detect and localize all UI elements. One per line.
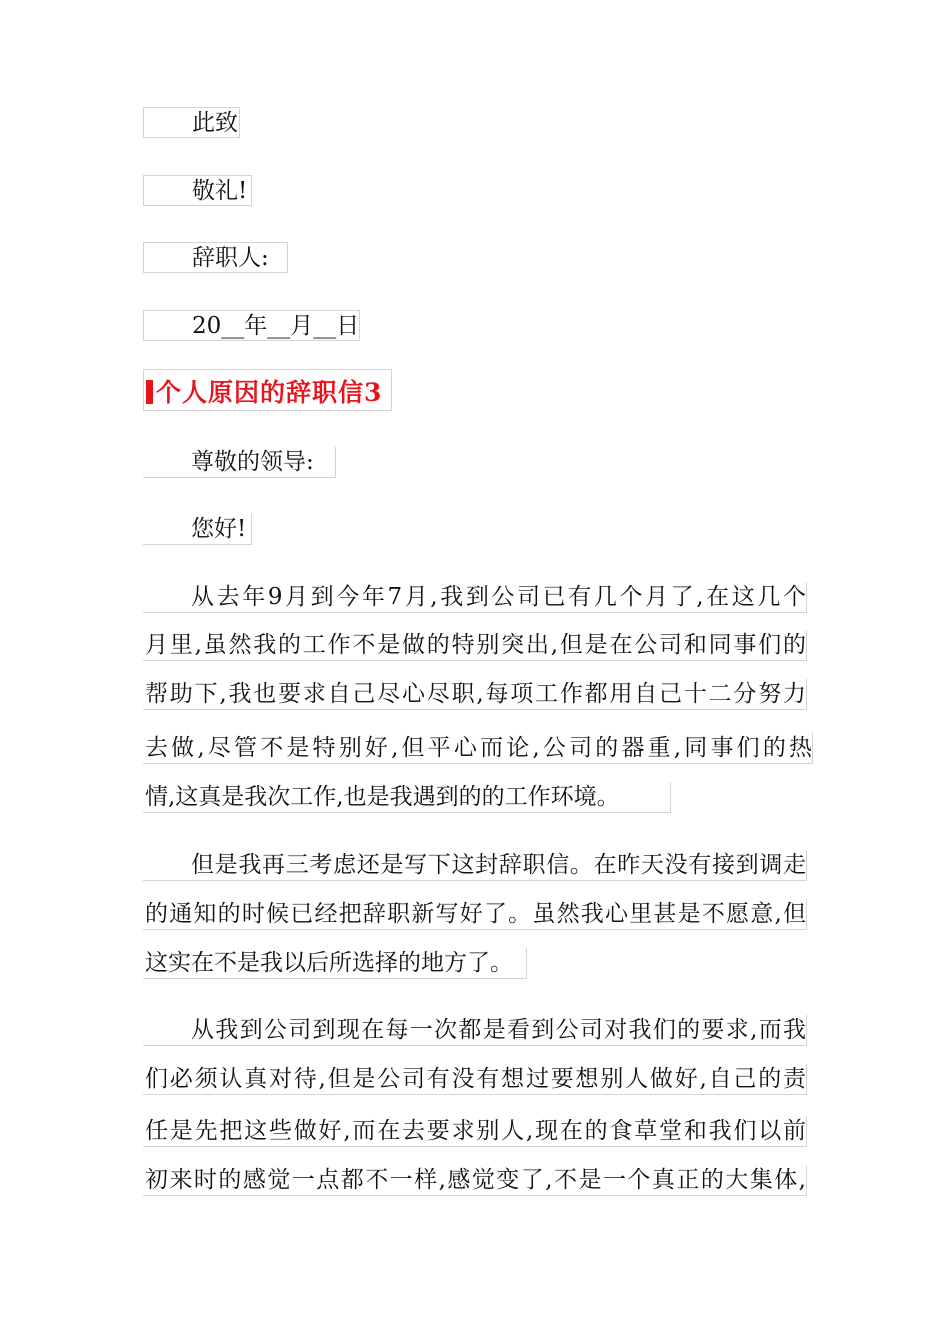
paragraph1-line: 去做,尽管不是特别好,但平心而论,公司的器重,同事们的热: [143, 733, 813, 764]
paragraph2-line: 这实在不是我以后所选择的地方了。: [143, 948, 527, 979]
paragraph1-line: 帮助下,我也要求自己尽心尽职,每项工作都用自己十二分努力: [143, 679, 807, 710]
paragraph3-line: 从我到公司到现在每一次都是看到公司对我们的要求,而我: [143, 1015, 807, 1046]
paragraph1-line: 月里,虽然我的工作不是做的特别突出,但是在公司和同事们的: [143, 630, 807, 661]
paragraph2-line: 的通知的时候已经把辞职新写好了。虽然我心里甚是不愿意,但: [143, 899, 807, 930]
heading-title: 个人原因的辞职信3: [156, 378, 383, 407]
letter-greeting: 尊敬的领导:: [143, 447, 336, 478]
paragraph3-line: 初来时的感觉一点都不一样,感觉变了,不是一个真正的大集体,: [143, 1165, 807, 1196]
signer-label: 辞职人:: [143, 242, 288, 273]
paragraph1-line: 从去年9月到今年7月,我到公司已有几个月了,在这几个: [143, 582, 807, 613]
paragraph2-line: 但是我再三考虑还是写下这封辞职信。在昨天没有接到调走: [143, 850, 807, 881]
paragraph3-line: 任是先把这些做好,而在去要求别人,现在的食草堂和我们以前: [143, 1116, 807, 1147]
paragraph3-line: 们必须认真对待,但是公司有没有想过要想别人做好,自己的责: [143, 1064, 807, 1095]
heading-marker: [146, 380, 153, 404]
letter-hello: 您好!: [143, 514, 252, 545]
closing-regards: 敬礼!: [143, 175, 252, 206]
paragraph1-line: 情,这真是我次工作,也是我遇到的的工作环境。: [143, 782, 671, 813]
closing-salutation: 此致: [143, 107, 240, 138]
signature-date: 20__年__月__日: [143, 310, 360, 341]
section-heading: [143, 369, 392, 411]
